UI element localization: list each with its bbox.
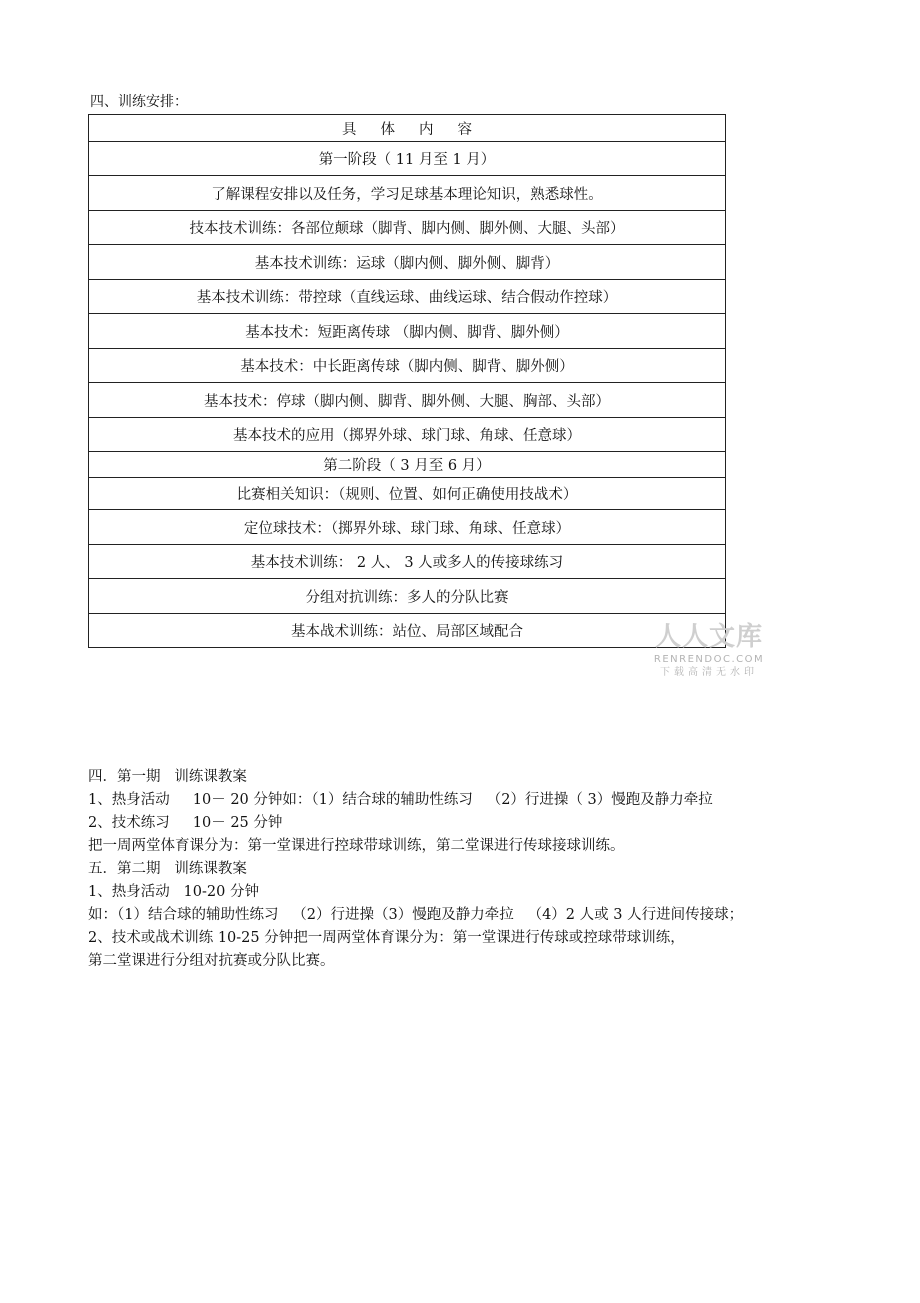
table-row — [89, 478, 726, 510]
table-row — [89, 383, 726, 418]
phase-one-label: 第一阶段（ 11 月至 1 月） — [89, 142, 726, 176]
section-heading: 四、训练安排： — [90, 94, 188, 110]
table-row — [89, 314, 726, 349]
phase-two-label: 第二阶段（ 3 月至 6 月） — [89, 452, 726, 478]
table-cell: 基本技术训练： 2 人、 3 人或多人的传接球练习 — [89, 545, 726, 579]
table-cell: 基本技术训练：运球（脚内侧、脚外侧、脚背） — [89, 245, 726, 280]
warmup-line: 1、热身活动 10－ 20 分钟如：（1）结合球的辅助性练习 （2）行进操（ 3）慢跑及静力牵拉 — [88, 792, 713, 808]
table-cell: 技本技术训练：各部位颠球（脚背、脚内侧、脚外侧、大腿、头部） — [89, 211, 726, 245]
table-row — [89, 545, 726, 579]
table-row — [89, 176, 726, 211]
training-schedule-table — [88, 114, 726, 648]
table-row — [89, 211, 726, 245]
warmup-examples-line: 如：（1）结合球的辅助性练习 （2）行进操（3）慢跑及静力牵拉 （4）2 人或 3 人行进间传接球； — [88, 907, 744, 923]
table-cell: 分组对抗训练：多人的分队比赛 — [89, 579, 726, 614]
lesson-plans — [88, 766, 848, 973]
table-cell: 了解课程安排以及任务，学习足球基本理论知识，熟悉球性。 — [89, 176, 726, 211]
table-header-cell: 具体内容 — [89, 115, 726, 142]
period-one-heading: 四．第一期 训练课教案 — [88, 769, 247, 785]
lesson-split-line: 第二堂课进行分组对抗赛或分队比赛。 — [88, 953, 335, 969]
table-cell: 基本技术：中长距离传球（脚内侧、脚背、脚外侧） — [89, 349, 726, 383]
table-cell: 定位球技术：（掷界外球、球门球、角球、任意球） — [89, 510, 726, 545]
table-row — [89, 245, 726, 280]
period-two-heading: 五．第二期 训练课教案 — [88, 861, 247, 877]
table-cell: 基本技术：短距离传球 （脚内侧、脚背、脚外侧） — [89, 314, 726, 349]
table-row — [89, 614, 726, 648]
technique-tactics-line: 2、技术或战术训练 10-25 分钟把一周两堂体育课分为：第一堂课进行传球或控球带球训练， — [88, 930, 685, 946]
table-row — [89, 280, 726, 314]
table-cell: 基本技术训练：带控球（直线运球、曲线运球、结合假动作控球） — [89, 280, 726, 314]
table-row — [89, 452, 726, 478]
table-row — [89, 418, 726, 452]
table-row — [89, 579, 726, 614]
table-row — [89, 349, 726, 383]
table-header-row — [89, 115, 726, 142]
technique-line: 2、技术练习 10－ 25 分钟 — [88, 815, 283, 831]
table-row — [89, 510, 726, 545]
table-cell: 基本技术的应用（掷界外球、球门球、角球、任意球） — [89, 418, 726, 452]
watermark-tagline: 下载高清无水印 — [660, 667, 758, 678]
table-cell: 比赛相关知识：（规则、位置、如何正确使用技战术） — [89, 478, 726, 510]
table-cell: 基本技术：停球（脚内侧、脚背、脚外侧、大腿、胸部、头部） — [89, 383, 726, 418]
table-row — [89, 142, 726, 176]
watermark-logo: 人人文库 — [654, 622, 763, 652]
table-cell: 基本战术训练：站位、局部区域配合 — [89, 614, 726, 648]
warmup-line: 1、热身活动 10-20 分钟 — [88, 884, 259, 900]
watermark-domain: RENRENDOC.COM — [653, 654, 765, 665]
watermark — [648, 621, 770, 680]
lesson-split-line: 把一周两堂体育课分为：第一堂课进行控球带球训练，第二堂课进行传球接球训练。 — [88, 838, 625, 854]
